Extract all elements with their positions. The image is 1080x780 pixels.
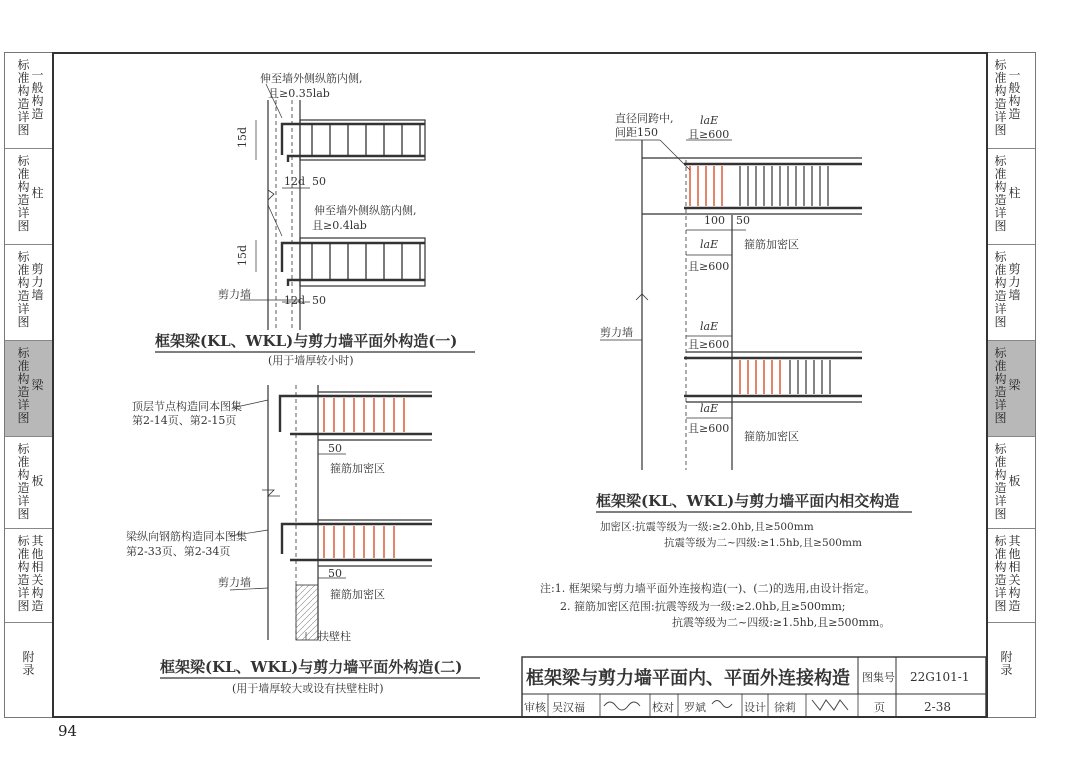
detail-2-title: 框架梁(KL、WKL)与剪力墙平面外构造(二) xyxy=(160,658,463,676)
svg-text:剪力墙: 剪力墙 xyxy=(600,326,633,339)
svg-text:50: 50 xyxy=(328,567,342,580)
detail-1-title: 框架梁(KL、WKL)与剪力墙平面外构造(一) xyxy=(155,332,458,350)
svg-text:laE: laE xyxy=(700,402,719,415)
svg-text:且≥0.4lab: 且≥0.4lab xyxy=(312,219,367,232)
detail-3-labels xyxy=(600,111,799,443)
svg-text:吴汉福: 吴汉福 xyxy=(552,701,585,714)
title-block-text xyxy=(524,667,969,714)
tab-beam-right[interactable]: 标准构造详图 梁 xyxy=(988,341,1035,437)
detail-3-title: 框架梁(KL、WKL)与剪力墙平面内相交构造 xyxy=(596,492,900,510)
note-3: 抗震等级为二~四级:≥1.5hb,且≥500mm。 xyxy=(672,616,891,629)
svg-text:剪力墙: 剪力墙 xyxy=(218,288,251,301)
svg-text:第2-14页、第2-15页: 第2-14页、第2-15页 xyxy=(132,414,237,427)
tab-shear-wall-right[interactable]: 标准构造详图 剪力墙 xyxy=(988,245,1035,341)
detail-2-labels xyxy=(126,399,385,643)
tab-other[interactable]: 标准构造详图 其他相关构造 xyxy=(5,529,52,623)
tab-appendix[interactable]: 附录 xyxy=(22,650,35,677)
svg-text:罗斌: 罗斌 xyxy=(684,701,706,714)
svg-text:且≥0.35lab: 且≥0.35lab xyxy=(268,87,330,100)
svg-text:50: 50 xyxy=(312,175,326,188)
svg-text:且≥600: 且≥600 xyxy=(688,422,730,435)
svg-text:梁纵向钢筋构造同本图集: 梁纵向钢筋构造同本图集 xyxy=(126,530,247,543)
svg-text:校对: 校对 xyxy=(652,701,674,714)
svg-text:50: 50 xyxy=(312,294,326,307)
svg-text:15d: 15d xyxy=(236,126,249,148)
svg-text:2-38: 2-38 xyxy=(924,700,951,714)
tab-general-right[interactable]: 标准构造详图 一般构造 xyxy=(988,53,1035,149)
note-2: 2. 箍筋加密区范围:抗震等级为一级:≥2.0hb,且≥500mm; xyxy=(560,600,846,613)
svg-text:22G101-1: 22G101-1 xyxy=(910,670,970,684)
svg-text:12d: 12d xyxy=(284,294,306,307)
svg-text:直径同跨中,: 直径同跨中, xyxy=(615,112,674,125)
svg-text:第2-33页、第2-34页: 第2-33页、第2-34页 xyxy=(126,545,231,558)
note-1: 注:1. 框架梁与剪力墙平面外连接构造(一)、(二)的选用,由设计指定。 xyxy=(540,582,876,595)
tab-slab[interactable]: 标准构造详图 板 xyxy=(5,437,52,529)
svg-text:15d: 15d xyxy=(236,244,249,266)
tab-column-right[interactable]: 标准构造详图 柱 xyxy=(988,149,1035,245)
svg-text:且≥600: 且≥600 xyxy=(688,338,730,351)
svg-text:页: 页 xyxy=(874,701,885,714)
svg-text:laE: laE xyxy=(700,114,719,127)
svg-text:且≥600: 且≥600 xyxy=(688,260,730,273)
tab-appendix-right[interactable]: 附录 xyxy=(1000,650,1013,677)
page-number: 94 xyxy=(58,722,78,740)
svg-text:扶壁柱: 扶壁柱 xyxy=(318,630,351,643)
detail-2-drawing xyxy=(230,385,432,640)
svg-text:laE: laE xyxy=(700,238,719,251)
svg-text:箍筋加密区: 箍筋加密区 xyxy=(330,588,385,601)
sheet-title: 框架梁与剪力墙平面内、平面外连接构造 xyxy=(526,668,850,689)
svg-text:12d: 12d xyxy=(284,175,306,188)
svg-text:箍筋加密区: 箍筋加密区 xyxy=(744,238,799,251)
detail-1-labels xyxy=(218,71,417,307)
svg-text:顶层节点构造同本图集: 顶层节点构造同本图集 xyxy=(132,400,242,413)
tab-general[interactable]: 标准构造详图 一般构造 xyxy=(5,53,52,149)
svg-text:laE: laE xyxy=(700,320,719,333)
signature-marks xyxy=(604,700,848,710)
detail-1-subtitle: (用于墙厚较小时) xyxy=(268,354,354,367)
svg-text:设计: 设计 xyxy=(744,701,766,714)
svg-text:50: 50 xyxy=(328,442,342,455)
svg-text:且≥600: 且≥600 xyxy=(688,128,730,141)
tab-shear-wall[interactable]: 标准构造详图 剪力墙 xyxy=(5,245,52,341)
svg-text:100: 100 xyxy=(704,214,725,227)
svg-text:剪力墙: 剪力墙 xyxy=(218,576,251,589)
svg-text:审核: 审核 xyxy=(524,701,546,714)
svg-text:伸至墙外侧纵筋内侧,: 伸至墙外侧纵筋内侧, xyxy=(314,204,417,217)
svg-text:间距150: 间距150 xyxy=(615,126,658,139)
svg-text:徐莉: 徐莉 xyxy=(774,701,796,714)
svg-text:箍筋加密区: 箍筋加密区 xyxy=(744,430,799,443)
detail-3-legend-1: 加密区:抗震等级为一级:≥2.0hb,且≥500mm xyxy=(600,521,814,533)
svg-text:伸至墙外侧纵筋内侧,: 伸至墙外侧纵筋内侧, xyxy=(260,72,363,85)
tab-slab-right[interactable]: 标准构造详图 板 xyxy=(988,437,1035,529)
tab-column[interactable]: 标准构造详图 柱 xyxy=(5,149,52,245)
tab-other-right[interactable]: 标准构造详图 其他相关构造 xyxy=(988,529,1035,623)
detail-2-subtitle: (用于墙厚较大或设有扶壁柱时) xyxy=(232,682,384,695)
detail-3-legend-2: 抗震等级为二~四级:≥1.5hb,且≥500mm xyxy=(664,537,862,549)
svg-text:图集号: 图集号 xyxy=(862,671,895,684)
tab-beam[interactable]: 标准构造详图 梁 xyxy=(5,341,52,437)
svg-text:箍筋加密区: 箍筋加密区 xyxy=(330,462,385,475)
svg-text:50: 50 xyxy=(736,214,750,227)
detail-3-drawing xyxy=(600,140,862,470)
